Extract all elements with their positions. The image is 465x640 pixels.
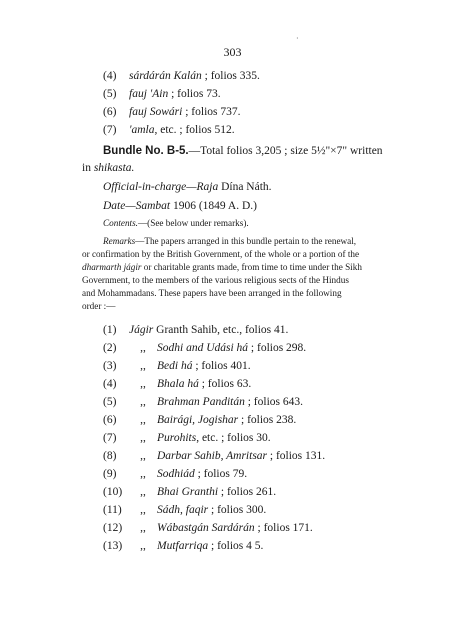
list-item: (12) ,, Wábastgán Sardárán ; folios 171. xyxy=(103,522,313,534)
bundle-contents: Contents.—(See below under remarks). xyxy=(103,218,249,228)
list-item: (3) ,, Bedi há ; folios 401. xyxy=(103,360,251,372)
list-item: (9) ,, Sodhiád ; folios 79. xyxy=(103,468,248,480)
bundle-script: in shikasta. xyxy=(82,162,135,174)
list-item: (2) ,, Sodhi and Udási há ; folios 298. xyxy=(103,342,307,354)
list-item: (1) Jágir Granth Sahib, etc., folios 41. xyxy=(103,324,289,336)
list-item: (6) ,, Bairági, Jogishar ; folios 238. xyxy=(103,414,297,426)
page-mark: · xyxy=(296,34,299,43)
list-item: (4) sárdárán Kalán ; folios 335. xyxy=(103,70,260,82)
page-number: 303 xyxy=(223,45,242,59)
list-item: (7) ,, Purohits, etc. ; folios 30. xyxy=(103,432,271,444)
remarks-line: Government, to the members of the various religious sects of the Hindus xyxy=(82,275,349,285)
list-item: (8) ,, Darbar Sahib, Amritsar ; folios 131. xyxy=(103,450,326,462)
bundle-official: Official-in-charge—Raja Dína Náth. xyxy=(103,181,272,193)
remarks-line: Remarks—The papers arranged in this bundle pertain to the renewal, xyxy=(103,236,357,246)
list-item: (6) fauj Sowári ; folios 737. xyxy=(103,106,241,118)
remarks-line: or confirmation by the British Government, of the whole or a portion of the xyxy=(82,249,360,259)
remarks-line: and Mohammadans. These papers have been arranged in the following xyxy=(82,288,342,298)
list-item: (5) ,, Brahman Panditán ; folios 643. xyxy=(103,396,303,408)
bundle-heading: Bundle No. B-5.—Total folios 3,205 ; size 5½"×7" written xyxy=(103,145,383,157)
remarks-line: dharmarth jágir or charitable grants made, from time to time under the Sikh xyxy=(82,262,362,272)
list-item: (4) ,, Bhala há ; folios 63. xyxy=(103,378,252,390)
remarks-line: order :— xyxy=(82,301,116,311)
bundle-date: Date—Sambat 1906 (1849 A. D.) xyxy=(103,200,257,212)
list-item: (7) 'amla, etc. ; folios 512. xyxy=(103,124,235,136)
list-item: (10) ,, Bhai Granthi ; folios 261. xyxy=(103,486,277,498)
list-item: (5) fauj 'Ain ; folios 73. xyxy=(103,88,221,100)
list-item: (13) ,, Mutfarriqa ; folios 4 5. xyxy=(103,540,264,552)
list-item: (11) ,, Sádh, faqir ; folios 300. xyxy=(103,504,267,516)
